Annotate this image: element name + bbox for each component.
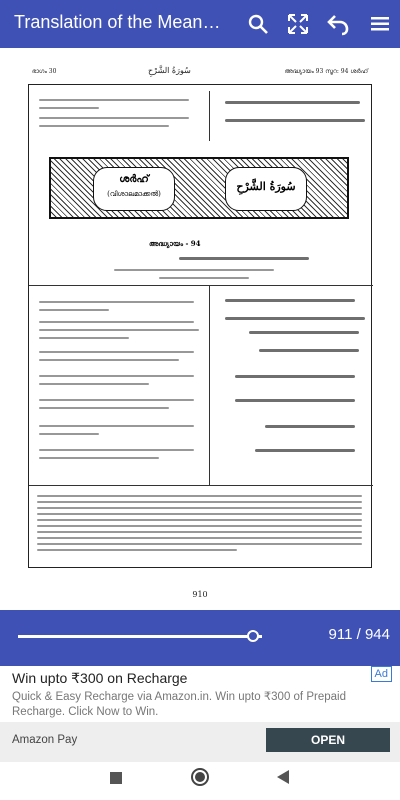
page-viewer[interactable] (0, 48, 400, 610)
banner-title: ശർഹ് (119, 174, 149, 185)
text-frame (28, 84, 372, 568)
search-icon[interactable] (246, 12, 270, 36)
surah-banner (49, 157, 349, 219)
surah-header-arabic: سُورَةُ الشَّرْحِ (148, 66, 191, 75)
menu-icon[interactable] (368, 12, 392, 36)
system-nav-bar (0, 762, 400, 800)
nav-back-icon[interactable] (276, 769, 290, 785)
advertiser-name: Amazon Pay (12, 734, 78, 746)
back-icon[interactable] (326, 12, 350, 36)
fullscreen-icon[interactable] (286, 12, 310, 36)
ad-banner[interactable] (0, 666, 400, 762)
page-counter: 911 / 944 (328, 626, 390, 643)
page-title: Translation of the Mean… (14, 12, 221, 32)
slider-thumb[interactable] (247, 630, 259, 642)
slider-track[interactable] (18, 635, 262, 638)
scanned-page (28, 62, 372, 599)
chapter-header: അദ്ധ്യായം 93 സൂറ: 94 ശർഹ് (284, 68, 368, 75)
ad-badge[interactable]: Ad (371, 666, 392, 682)
banner-subtitle: (വിശാലമാക്കൽ) (107, 190, 161, 198)
page-number: 910 (192, 590, 208, 599)
app-bar (0, 0, 400, 48)
ad-headline[interactable]: Win upto ₹300 on Recharge (12, 670, 188, 686)
page-header (28, 62, 372, 82)
home-icon[interactable] (190, 767, 210, 787)
ad-footer (0, 722, 400, 762)
open-button[interactable]: OPEN (266, 728, 390, 752)
part-label: ഭാഗം 30 (32, 68, 57, 75)
ad-body[interactable]: Quick & Easy Recharge via Amazon.in. Win upto ₹300 of Prepaid Recharge. Click Now to Win. (12, 691, 346, 718)
page-slider-bar (0, 610, 400, 666)
banner-arabic: سُورَةُ الشَّرْحِ (236, 180, 296, 193)
chapter-label: അദ്ധ്യായം - 94 (149, 239, 201, 248)
recents-icon[interactable] (108, 770, 124, 786)
